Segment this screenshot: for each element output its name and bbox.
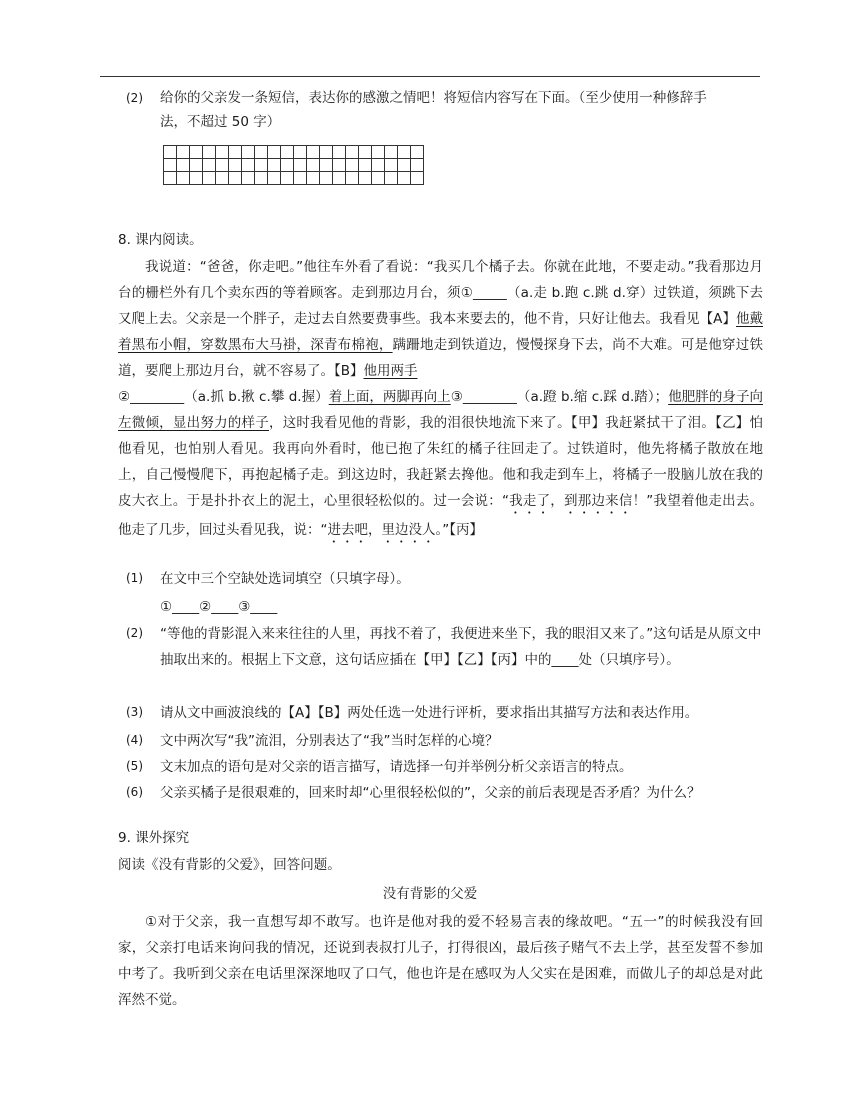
grid-cell[interactable]	[216, 172, 229, 185]
grid-cell[interactable]	[281, 146, 294, 159]
grid-cell[interactable]	[242, 146, 255, 159]
question-number: (1)	[126, 571, 143, 585]
question-text: ①____②____③____	[160, 599, 278, 615]
grid-cell[interactable]	[372, 172, 385, 185]
q7-sub2-text	[160, 86, 765, 134]
grid-cell[interactable]	[372, 146, 385, 159]
grid-row	[164, 159, 424, 172]
grid-cell[interactable]	[333, 172, 346, 185]
question-number: (2)	[126, 626, 143, 640]
grid-cell[interactable]	[268, 172, 281, 185]
question-text: 文中两次写“我”流泪，分别表达了“我”当时怎样的心境？	[160, 733, 499, 749]
grid-cell[interactable]	[346, 172, 359, 185]
grid-cell[interactable]	[398, 159, 411, 172]
grid-cell[interactable]	[385, 146, 398, 159]
grid-cell[interactable]	[346, 159, 359, 172]
grid-cell[interactable]	[294, 146, 307, 159]
grid-cell[interactable]	[281, 159, 294, 172]
grid-cell[interactable]	[320, 146, 333, 159]
grid-cell[interactable]	[411, 146, 424, 159]
header-rule	[100, 76, 760, 77]
grid-cell[interactable]	[203, 172, 216, 185]
grid-cell[interactable]	[242, 172, 255, 185]
grid-cell[interactable]	[190, 159, 203, 172]
grid-cell[interactable]	[255, 159, 268, 172]
grid-cell[interactable]	[255, 172, 268, 185]
grid-cell[interactable]	[333, 159, 346, 172]
q7-sub2-line2: 法，不超过 50 字）	[160, 114, 281, 130]
grid-cell[interactable]	[190, 146, 203, 159]
grid-cell[interactable]	[307, 159, 320, 172]
grid-cell[interactable]	[385, 159, 398, 172]
grid-cell[interactable]	[164, 159, 177, 172]
question-number: (4)	[126, 733, 143, 747]
q8-title: 8. 课内阅读。	[118, 232, 203, 248]
grid-cell[interactable]	[333, 146, 346, 159]
grid-cell[interactable]	[281, 172, 294, 185]
grid-cell[interactable]	[320, 159, 333, 172]
wavy-underline-text: 他用两手	[363, 363, 418, 379]
grid-cell[interactable]	[294, 159, 307, 172]
question-text: 在文中三个空缺处选词填空（只填字母）。	[160, 571, 410, 587]
grid-cell[interactable]	[294, 172, 307, 185]
grid-cell[interactable]	[203, 146, 216, 159]
grid-cell[interactable]	[372, 159, 385, 172]
question-number: (6)	[126, 785, 143, 799]
grid-cell[interactable]	[216, 159, 229, 172]
question-text: 请从文中画波浪线的【A】【B】两处任选一处进行评析，要求指出其描写方法和表达作用。	[160, 705, 699, 721]
grid-cell[interactable]	[242, 159, 255, 172]
q8-passage: 我说道：“爸爸，你走吧。”他往车外看了看说：“我买几个橘子去。你就在此地，不要走动。”我看那边月台的栅栏外有几个卖东西的等着顾客。走到那边月台，须①_____（a.走 b.跑 c.跳 d.穿）过铁道，须跳下去又爬上去。父亲是一个胖子，走过去自然要费事些。我本来要去的，他不肯，只好让他去。我看见【A】他戴着黑布小帽，穿数黑布大马褂，深青布棉袍，蹒跚地走到铁道边，慢慢探身下去，尚不大难。可是他穿过铁道，要爬上那边月台，就不容易了。【B】他用两手 ②________（a.抓 b.揪 c.攀 d.握）着上面，两脚再向上③________（a.蹬 b.缩 c.踩 d.踏）；他肥胖的身子向左微倾，显出努力的样子，这时我看见他的背影，我的泪很快地流下来了。【甲】我赶紧拭干了泪。【乙】怕他看见，也怕别人看见。我再向外看时，他已抱了朱红的橘子往回走了。过铁道时，他先将橘子散放在地上，自己慢慢爬下，再抱起橘子走。到这边时，我赶紧去搀他。他和我走到车上，将橘子一股脑儿放在我的皮大衣上。于是扑扑衣上的泥土，心里很轻松似的。过一会说：“我走了，到那边来信！”我望着他走出去。他走了几步，回过头看见我，说：“进去吧，里边没人。”【丙】	[118, 259, 764, 538]
grid-cell[interactable]	[398, 172, 411, 185]
grid-cell[interactable]	[177, 172, 190, 185]
grid-cell[interactable]	[268, 146, 281, 159]
grid-cell[interactable]	[359, 159, 372, 172]
wavy-underline-text: 他肥胖的身子向左微倾，显出努力的样子	[118, 389, 764, 431]
grid-cell[interactable]	[411, 172, 424, 185]
grid-cell[interactable]	[268, 159, 281, 172]
grid-cell[interactable]	[177, 146, 190, 159]
grid-cell[interactable]	[229, 146, 242, 159]
question-text: 文末加点的语句是对父亲的语言描写，请选择一句并举例分析父亲语言的特点。	[160, 759, 633, 775]
question-text: “等他的背影混入来来往往的人里，再找不着了，我便进来坐下，我的眼泪又来了。”这句话是从原文中抽取出来的。根据上下文意，这句话应插在【甲】【乙】【丙】中的____处（只填序号）。	[160, 626, 762, 668]
q9-paragraph-1: ①对于父亲，我一直想写却不敢写。也许是他对我的爱不轻易言表的缘故吧。“五一”的时候我没有回家，父亲打电话来询问我的情况，还说到表叔打儿子，打得很凶，最后孩子赌气不去上学，甚至发誓不参加中考了。我听到父亲在电话里深深地叹了口气，他也许是在感叹为人父实在是困难，而做儿子的却总是对此浑然不觉。	[118, 914, 763, 1008]
article-title: 没有背影的父爱	[382, 886, 478, 902]
grid-cell[interactable]	[346, 146, 359, 159]
dotted-emphasis-text: 我走了，到那边来信	[508, 493, 633, 509]
q9-intro: 阅读《没有背影的父爱》，回答问题。	[118, 857, 341, 873]
grid-cell[interactable]	[307, 172, 320, 185]
grid-cell[interactable]	[398, 146, 411, 159]
grid-cell[interactable]	[385, 172, 398, 185]
grid-cell[interactable]	[255, 146, 268, 159]
grid-cell[interactable]	[216, 146, 229, 159]
answer-grid[interactable]	[163, 145, 424, 185]
q9-title: 9. 课外探究	[118, 830, 190, 846]
question-number: (3)	[126, 705, 143, 719]
grid-cell[interactable]	[229, 159, 242, 172]
grid-cell[interactable]	[307, 146, 320, 159]
question-number: (5)	[126, 759, 143, 773]
grid-cell[interactable]	[164, 146, 177, 159]
grid-cell[interactable]	[177, 159, 190, 172]
grid-row	[164, 146, 424, 159]
wavy-underline-text: 他戴着黑布小帽，穿数黑布大马褂，深青布棉袍，	[118, 311, 764, 353]
grid-cell[interactable]	[359, 172, 372, 185]
dotted-emphasis-text: 进去吧，里边没人	[327, 522, 436, 538]
grid-row	[164, 172, 424, 185]
grid-cell[interactable]	[229, 172, 242, 185]
q7-sub2-number: (2)	[126, 91, 143, 105]
grid-cell[interactable]	[164, 172, 177, 185]
wavy-underline-text: 着上面，两脚再向上	[328, 389, 451, 405]
question-text: 父亲买橘子是很艰难的，回来时却“心里很轻松似的”，父亲的前后表现是否矛盾？为什么？	[160, 785, 701, 801]
grid-cell[interactable]	[411, 159, 424, 172]
grid-cell[interactable]	[320, 172, 333, 185]
grid-cell[interactable]	[190, 172, 203, 185]
grid-cell[interactable]	[359, 146, 372, 159]
grid-cell[interactable]	[203, 159, 216, 172]
q7-sub2-line1: 给你的父亲发一条短信，表达你的感激之情吧！将短信内容写在下面。（至少使用一种修辞手	[160, 90, 707, 106]
